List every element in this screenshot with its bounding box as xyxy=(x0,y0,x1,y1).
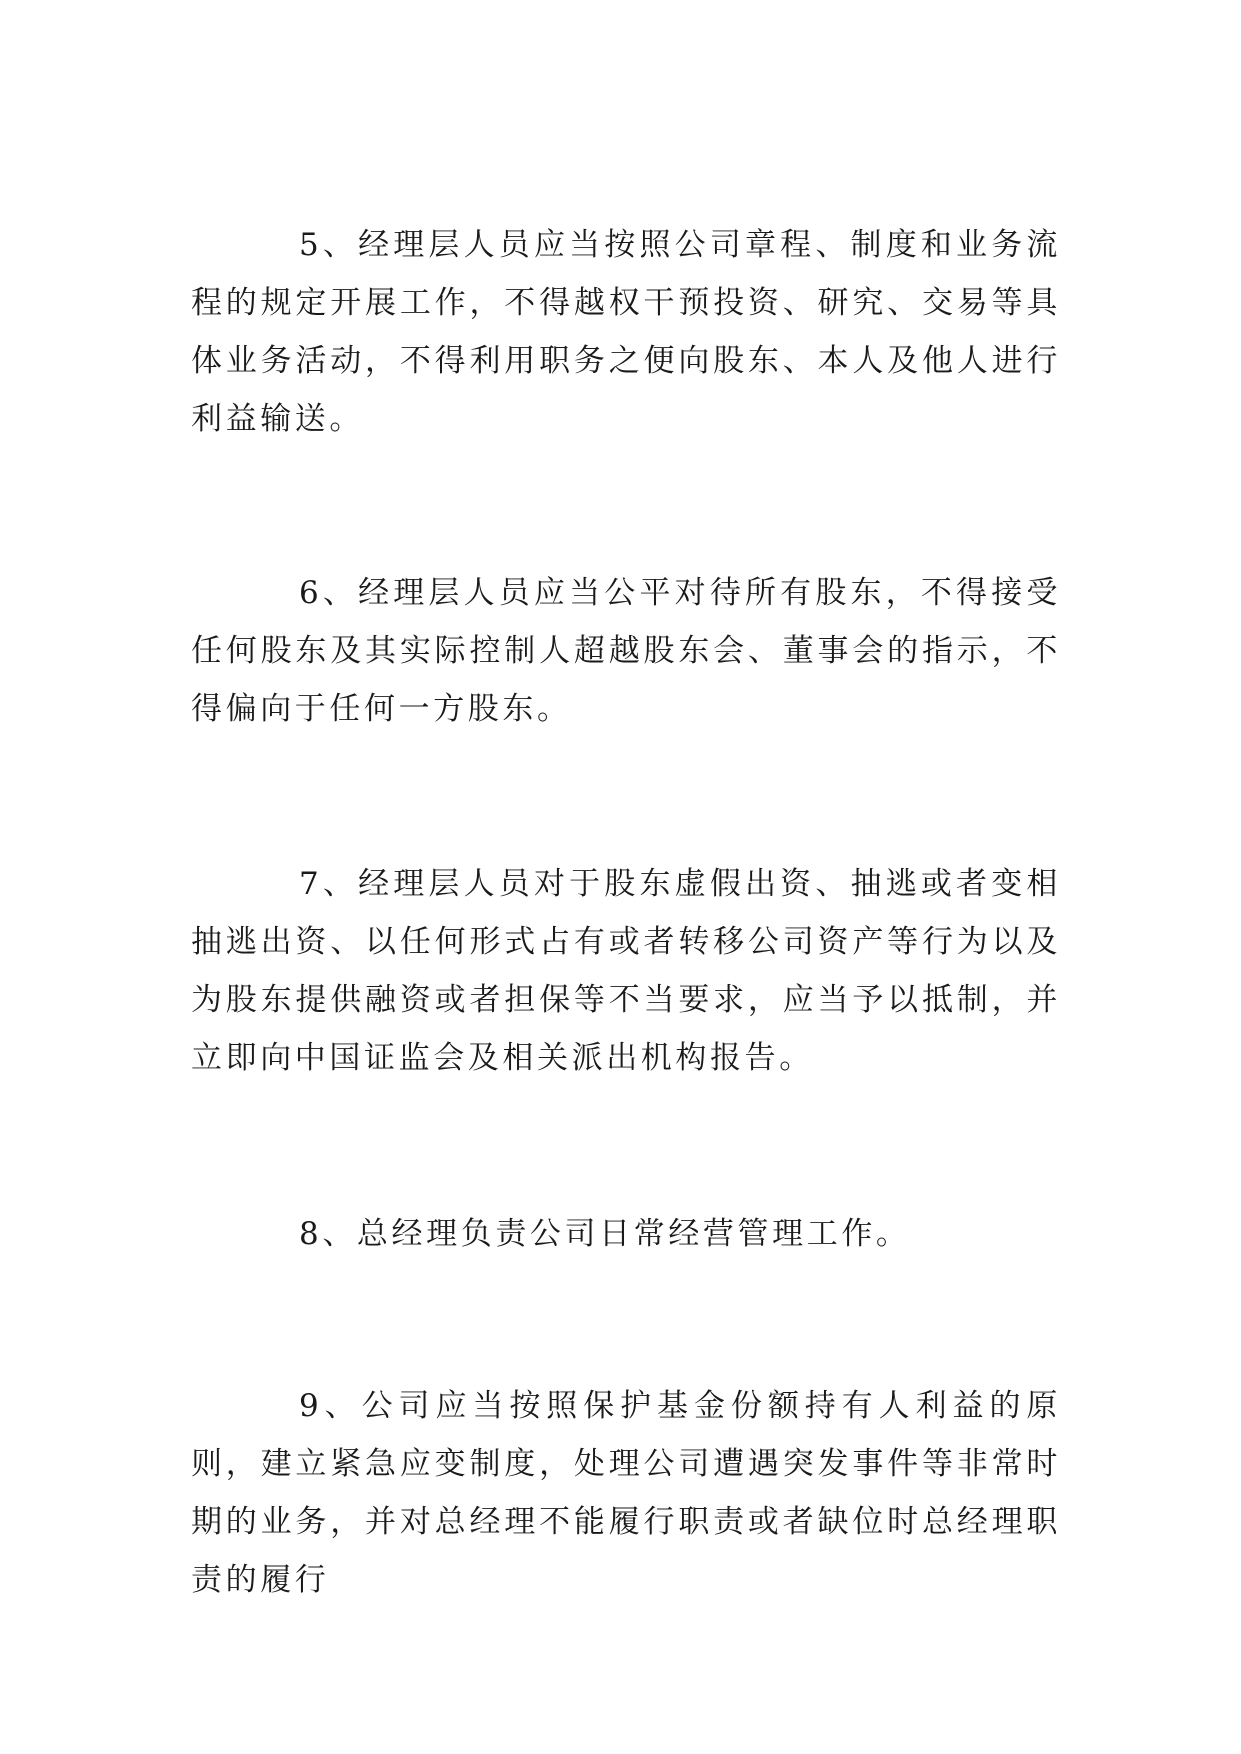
paragraph-8: 8、总经理负责公司日常经营管理工作。 xyxy=(299,1216,911,1252)
paragraph-9: 9、公司应当按照保护基金份额持有人利益的原则，建立紧急应变制度，处理公司遭遇突发事件等非常时期的业务，并对总经理不能履行职责或者缺位时总经理职责的履行 xyxy=(191,1388,1061,1598)
paragraph-5: 5、经理层人员应当按照公司章程、制度和业务流程的规定开展工作，不得越权干预投资、研究、交易等具体业务活动，不得利用职务之便向股东、本人及他人进行利益输送。 xyxy=(191,227,1061,437)
paragraph-6: 6、经理层人员应当公平对待所有股东，不得接受任何股东及其实际控制人超越股东会、董事会的指示，不得偏向于任何一方股东。 xyxy=(191,575,1061,727)
paragraph-7: 7、经理层人员对于股东虚假出资、抽逃或者变相抽逃出资、以任何形式占有或者转移公司资产等行为以及为股东提供融资或者担保等不当要求，应当予以抵制，并立即向中国证监会及相关派出机构报告。 xyxy=(191,866,1061,1076)
